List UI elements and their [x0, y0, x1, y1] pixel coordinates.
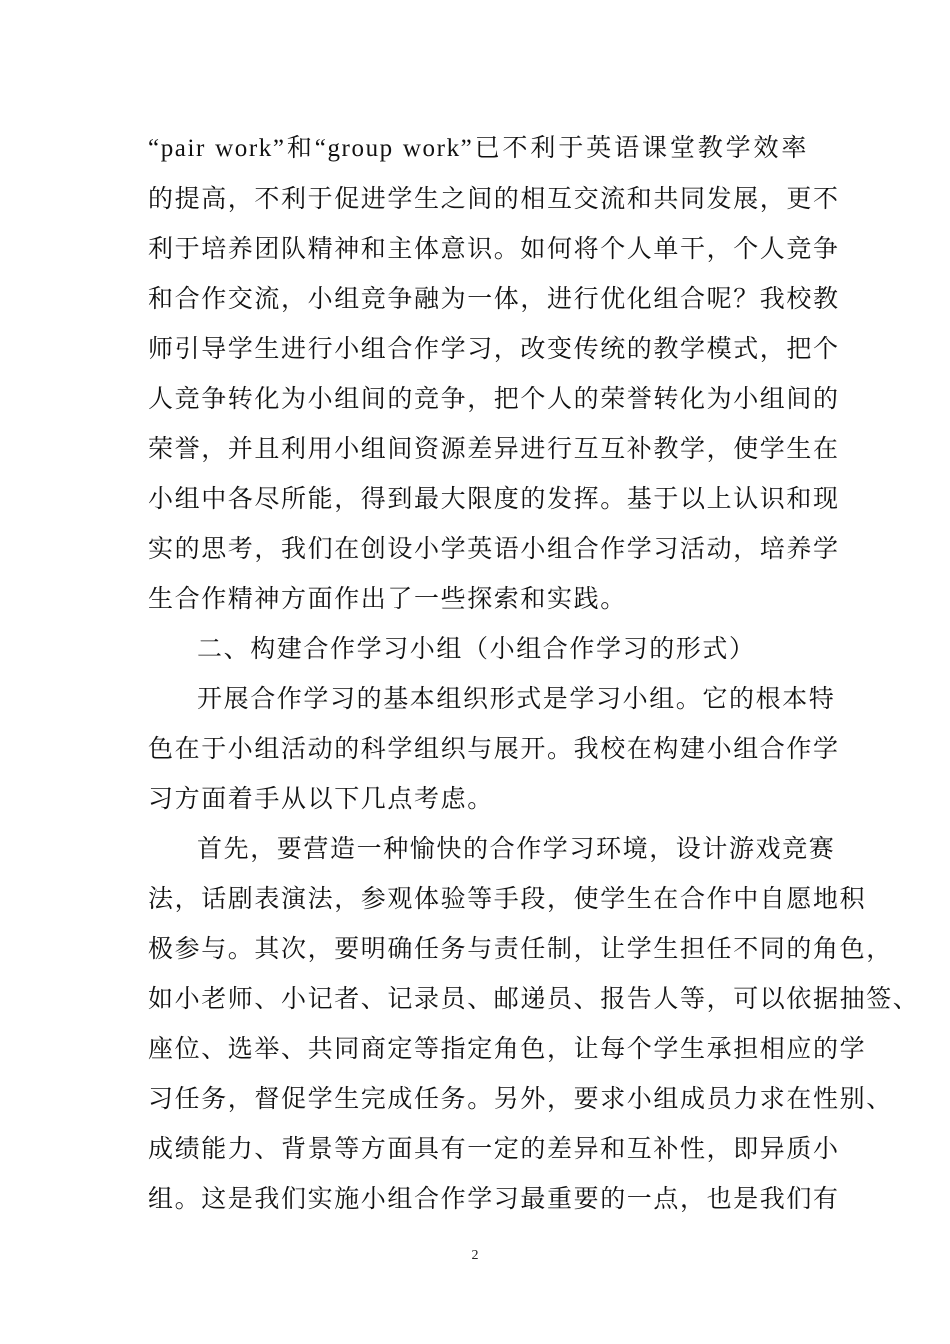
- paragraph-line: 荣誉，并且利用小组间资源差异进行互互补教学，使学生在: [148, 434, 840, 463]
- paragraph-line: 和合作交流，小组竞争融为一体，进行优化组合呢？我校教: [148, 284, 840, 313]
- paragraph-line: 生合作精神方面作出了一些探索和实践。: [148, 584, 627, 613]
- paragraph-line: 法，话剧表演法，参观体验等手段，使学生在合作中自愿地积: [148, 884, 867, 913]
- paragraph-line: “pair work”和“group work”已不利于英语课堂教学效率: [148, 135, 808, 162]
- paragraph-line: 实的思考，我们在创设小学英语小组合作学习活动，培养学: [148, 534, 840, 563]
- paragraph-line: 组。这是我们实施小组合作学习最重要的一点，也是我们有: [148, 1184, 840, 1213]
- paragraph-line: 利于培养团队精神和主体意识。如何将个人单干，个人竞争: [148, 234, 840, 263]
- paragraph-line: 首先，要营造一种愉快的合作学习环境，设计游戏竞赛: [197, 834, 836, 863]
- paragraph-line: 开展合作学习的基本组织形式是学习小组。它的根本特: [197, 684, 836, 713]
- paragraph-line: 习任务，督促学生完成任务。另外，要求小组成员力求在性别、: [148, 1084, 893, 1113]
- paragraph-line: 习方面着手从以下几点考虑。: [148, 784, 494, 813]
- paragraph-line: 极参与。其次，要明确任务与责任制，让学生担任不同的角色，: [148, 934, 893, 963]
- paragraph-line: 如小老师、小记者、记录员、邮递员、报告人等，可以依据抽签、: [148, 984, 920, 1013]
- paragraph-line: 座位、选举、共同商定等指定角色，让每个学生承担相应的学: [148, 1034, 867, 1063]
- paragraph-line: 的提高，不利于促进学生之间的相互交流和共同发展，更不: [148, 184, 840, 213]
- section-heading: 二、构建合作学习小组（小组合作学习的形式）: [197, 634, 756, 663]
- page-number: 2: [471, 1248, 479, 1263]
- paragraph-line: 小组中各尽所能，得到最大限度的发挥。基于以上认识和现: [148, 484, 840, 513]
- paragraph-line: 人竞争转化为小组间的竞争，把个人的荣誉转化为小组间的: [148, 384, 840, 413]
- paragraph-line: 成绩能力、背景等方面具有一定的差异和互补性，即异质小: [148, 1134, 840, 1163]
- paragraph-line: 师引导学生进行小组合作学习，改变传统的教学模式，把个: [148, 334, 840, 363]
- paragraph-line: 色在于小组活动的科学组织与展开。我校在构建小组合作学: [148, 734, 840, 763]
